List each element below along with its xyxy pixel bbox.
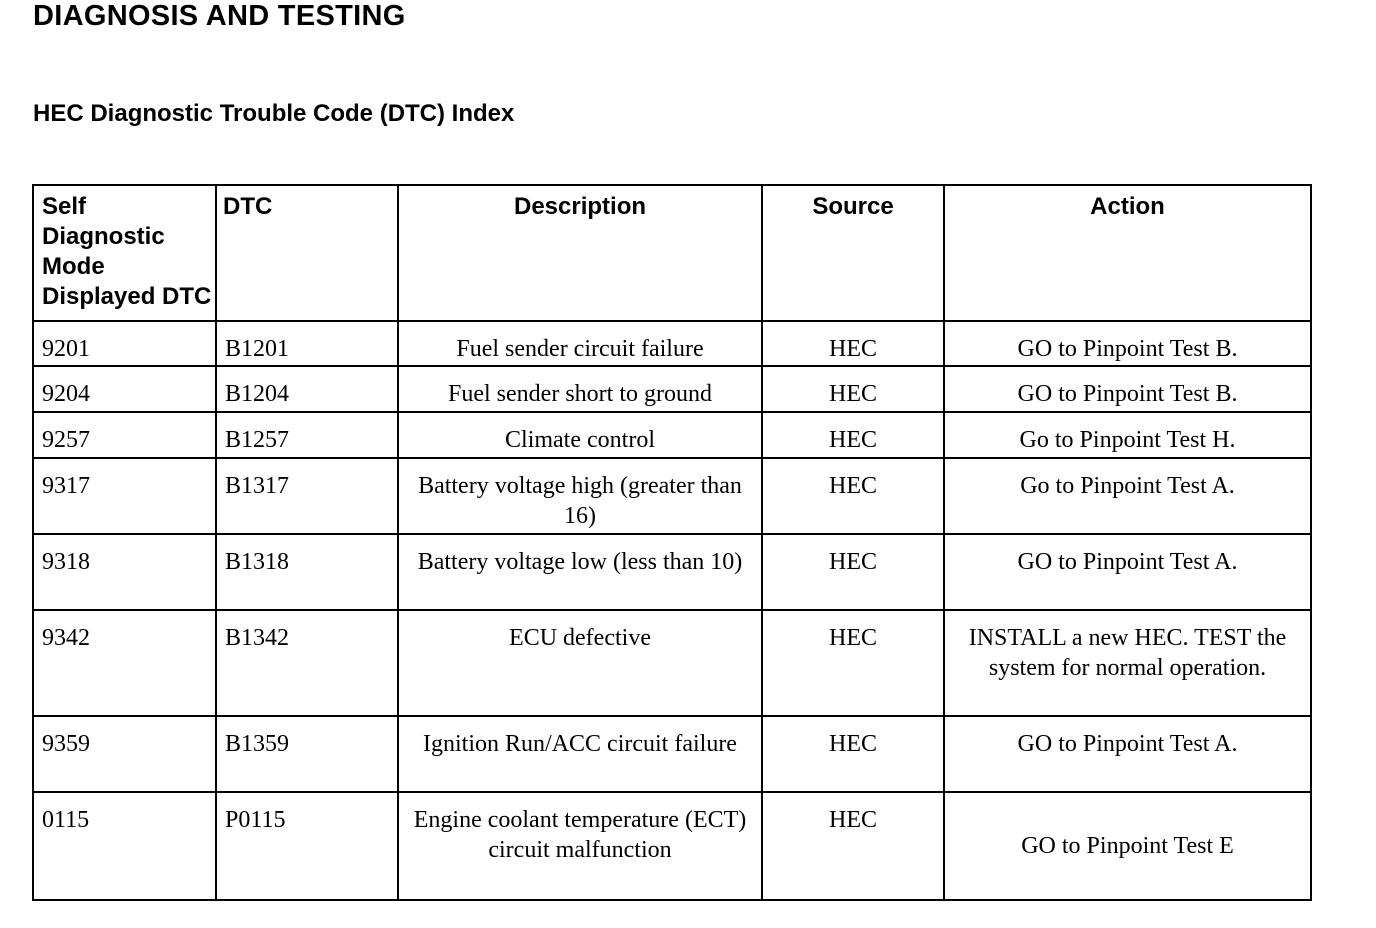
cell-mode: 9257 (33, 412, 216, 458)
table-row (33, 792, 1311, 900)
cell-dtc: B1317 (216, 458, 398, 534)
cell-action: GO to Pinpoint Test A. (944, 716, 1311, 792)
cell-action: GO to Pinpoint Test B. (944, 366, 1311, 412)
cell-dtc: B1204 (216, 366, 398, 412)
table-header-row (33, 185, 1311, 321)
cell-source: HEC (762, 412, 944, 458)
cell-action: GO to Pinpoint Test A. (944, 534, 1311, 610)
cell-source: HEC (762, 716, 944, 792)
cell-description: ECU defective (398, 610, 762, 716)
cell-mode: 9318 (33, 534, 216, 610)
column-header-self-diagnostic-mode: Self Diagnostic Mode Displayed DTC (33, 185, 216, 321)
table-row (33, 412, 1311, 458)
table-row (33, 458, 1311, 534)
column-header-description: Description (398, 185, 762, 321)
table-row (33, 610, 1311, 716)
cell-source: HEC (762, 321, 944, 366)
cell-mode: 9317 (33, 458, 216, 534)
cell-action: GO to Pinpoint Test B. (944, 321, 1311, 366)
column-header-dtc: DTC (216, 185, 398, 321)
cell-mode: 9201 (33, 321, 216, 366)
cell-action: INSTALL a new HEC. TEST the system for normal operation. (944, 610, 1311, 716)
cell-description: Battery voltage high (greater than 16) (398, 458, 762, 534)
cell-dtc: B1342 (216, 610, 398, 716)
table-title: HEC Diagnostic Trouble Code (DTC) Index (33, 100, 515, 127)
column-header-action: Action (944, 185, 1311, 321)
cell-action: Go to Pinpoint Test A. (944, 458, 1311, 534)
section-title: DIAGNOSIS AND TESTING (33, 0, 406, 32)
cell-description: Fuel sender circuit failure (398, 321, 762, 366)
cell-mode: 9359 (33, 716, 216, 792)
cell-description: Fuel sender short to ground (398, 366, 762, 412)
cell-dtc: B1318 (216, 534, 398, 610)
table-row (33, 716, 1311, 792)
cell-source: HEC (762, 610, 944, 716)
cell-source: HEC (762, 792, 944, 900)
table-row (33, 534, 1311, 610)
cell-description: Ignition Run/ACC circuit failure (398, 716, 762, 792)
table-row (33, 366, 1311, 412)
cell-mode: 9342 (33, 610, 216, 716)
cell-dtc: B1257 (216, 412, 398, 458)
cell-action: Go to Pinpoint Test H. (944, 412, 1311, 458)
cell-dtc: B1359 (216, 716, 398, 792)
cell-description: Battery voltage low (less than 10) (398, 534, 762, 610)
cell-mode: 9204 (33, 366, 216, 412)
dtc-index-table (32, 184, 1312, 901)
cell-source: HEC (762, 534, 944, 610)
cell-source: HEC (762, 366, 944, 412)
cell-dtc: B1201 (216, 321, 398, 366)
cell-action: GO to Pinpoint Test E (944, 792, 1311, 900)
cell-source: HEC (762, 458, 944, 534)
cell-description: Engine coolant temperature (ECT) circuit malfunction (398, 792, 762, 900)
cell-description: Climate control (398, 412, 762, 458)
table-row (33, 321, 1311, 366)
cell-mode: 0115 (33, 792, 216, 900)
column-header-source: Source (762, 185, 944, 321)
cell-dtc: P0115 (216, 792, 398, 900)
